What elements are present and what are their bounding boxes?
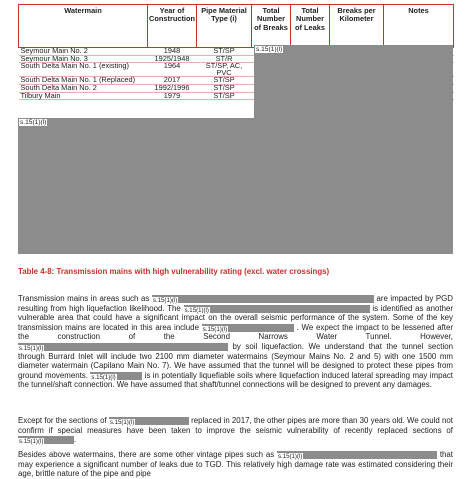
text-run: is identified as another vulnerable area that could have a significant impact on the overall seismic performance of the system. Some of the key transmission mains are located in this area include xyxy=(18,303,453,332)
paragraph-pipe-age xyxy=(18,416,453,445)
cell-material: ST/SP xyxy=(197,48,252,56)
cell-year: 1925/1948 xyxy=(148,55,197,63)
paragraph-transmission-mains xyxy=(18,294,453,390)
paragraph-vintage-pipes xyxy=(18,450,453,479)
header-watermain: Watermain xyxy=(19,5,148,48)
redaction-mark xyxy=(18,343,228,351)
redaction-mark xyxy=(202,324,294,332)
text-run: by soil liquefaction. We understand that the tunnel section through Burrard Inlet will include two 2100 mm diameter watermains (Seymour Mains No. 2 and 5) with one 1500 mm diameter watermain (Capilano Main No. 7). We have assumed that the tunnel will be designed to protect these pipes from ground movements. xyxy=(18,341,453,380)
redaction-mark xyxy=(277,451,437,459)
cell-name: South Delta Main No. 1 (existing) xyxy=(19,63,148,77)
cell-material: ST/R xyxy=(197,55,252,63)
redaction-block-right xyxy=(254,45,453,119)
redaction-label: s.15(1)(l) xyxy=(91,373,116,381)
cell-name: Tilbury Main xyxy=(19,92,148,100)
cell-year: 1948 xyxy=(148,48,197,56)
redaction-mark xyxy=(109,417,189,425)
text-run: Besides above watermains, there are some other vintage pipes such as xyxy=(18,450,275,459)
redaction-label: s.15(1)(l) xyxy=(256,46,283,53)
text-run: . xyxy=(74,435,77,445)
redaction-label: s.15(1)(l) xyxy=(19,344,44,352)
table-header-row xyxy=(19,5,454,48)
cell-material: ST/SP xyxy=(197,92,252,100)
text-run: Except for the sections of xyxy=(18,416,107,425)
text-run: that may experience a significant number of leaks due to TGD. This relatively high damage rate was estimated considering their age, brittle nature of the pipe and pipe xyxy=(18,450,453,479)
header-breaks-per-km: Breaks per Kilometer xyxy=(330,5,384,48)
header-year: Year of Construction xyxy=(148,5,197,48)
cell-year: 2017 xyxy=(148,77,197,85)
redaction-mark xyxy=(184,305,370,313)
cell-year: 1979 xyxy=(148,92,197,100)
cell-material: ST/SP xyxy=(197,77,252,85)
redaction-label: s.15(1)(l) xyxy=(20,119,47,126)
redaction-block-bottom xyxy=(18,118,453,254)
redaction-mark xyxy=(18,435,77,446)
cell-year: 1964 xyxy=(148,63,197,77)
text-run: replaced in 2017, the other pipes are more than 30 years old. We could not confirm if special measures have been taken to improve the seismic vulnerability of recently replaced sections of xyxy=(18,416,453,435)
table-caption: Table 4-8: Transmission mains with high vulnerability rating (excl. water crossings) xyxy=(18,267,330,276)
redaction-label: s.15(1)(l) xyxy=(152,297,178,304)
text-run: are impacted by PGD resulting from high liquefaction likelihood. The xyxy=(18,294,453,313)
header-notes: Notes xyxy=(384,5,454,48)
header-breaks: Total Number of Breaks xyxy=(252,5,291,48)
redaction-mark xyxy=(152,295,374,303)
text-run: is in potentially liquefiable soils where liquefaction induced lateral spreading may impact the tunnel/shaft connection. We have assumed that shaft/tunnel connections will be designed to prevent any damages. xyxy=(18,370,453,390)
redaction-label: s.15(1)(l) xyxy=(109,419,135,426)
header-material: Pipe Material Type (i) xyxy=(197,5,252,48)
cell-name: South Delta Main No. 2 xyxy=(19,84,148,92)
cell-material: ST/SP xyxy=(197,84,252,92)
cell-name: Seymour Main No. 2 xyxy=(19,48,148,56)
redaction-mark xyxy=(90,372,142,380)
text-run: . We expect the impact to be lessened after the construction of the Second Narrows Water Tunnel. However, xyxy=(18,322,453,342)
cell-year: 1992/1996 xyxy=(148,84,197,92)
cell-name: Seymour Main No. 3 xyxy=(19,55,148,63)
redaction-label: s.15(1)(l) xyxy=(19,438,44,446)
redaction-label: s.15(1)(l) xyxy=(184,306,209,314)
redaction-label: s.15(1)(l) xyxy=(202,325,228,333)
redaction-label: s.15(1)(l) xyxy=(278,453,303,460)
cell-name: South Delta Main No. 1 (Replaced) xyxy=(19,77,148,85)
cell-material: ST/SP, AC, PVC xyxy=(197,63,252,77)
header-leaks: Total Number of Leaks xyxy=(291,5,330,48)
text-run: Transmission mains in areas such as xyxy=(18,294,150,303)
